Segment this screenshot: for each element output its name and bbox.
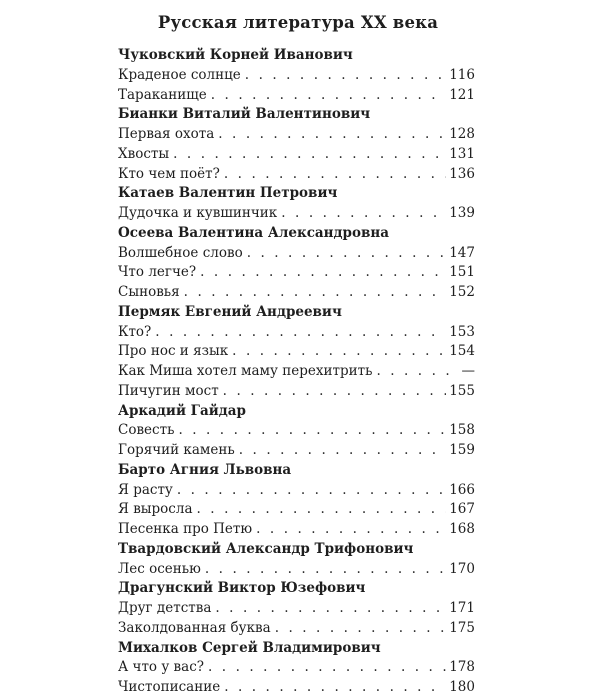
page-title: Русская литература XX века	[157, 13, 439, 32]
dot-leader	[224, 165, 446, 185]
entry-title: Сыновья	[118, 284, 180, 300]
entry-page-number: 158	[449, 422, 475, 439]
author-heading: Катаев Валентин Петрович	[118, 185, 338, 202]
dot-leader	[200, 263, 446, 283]
toc-entry[interactable]	[118, 263, 475, 283]
dot-leader	[178, 421, 446, 441]
entry-page-number: 152	[449, 284, 475, 300]
entry-page-number: 153	[449, 323, 475, 340]
entry-title: Как Миша хотел маму перехитрить	[118, 363, 373, 379]
toc-entry[interactable]	[118, 599, 475, 619]
entry-title: Волшебное слово	[118, 244, 243, 261]
document-page	[118, 0, 478, 695]
entry-title: Кто?	[118, 323, 152, 340]
dot-leader	[205, 560, 446, 580]
entry-title: Первая охота	[118, 126, 215, 142]
dot-leader	[223, 382, 447, 402]
entry-page-number: 159	[449, 442, 475, 458]
entry-title: А что у вас?	[118, 659, 205, 676]
dot-leader	[247, 244, 447, 264]
entry-page-number: 139	[449, 205, 475, 221]
entry-title: Кто чем поёт?	[118, 165, 220, 182]
entry-page-number: 136	[449, 165, 475, 182]
entry-page-number: 147	[449, 244, 475, 261]
entry-page-number: 178	[449, 659, 475, 676]
toc-entry[interactable]	[118, 382, 475, 402]
entry-title: Что легче?	[118, 264, 197, 281]
toc-entry[interactable]	[118, 66, 475, 86]
author-heading: Михалков Сергей Владимирович	[118, 639, 381, 656]
toc-entry[interactable]	[118, 165, 475, 185]
toc-entry[interactable]	[118, 323, 475, 343]
entry-page-number: 175	[449, 619, 475, 636]
toc-entry[interactable]	[118, 145, 475, 165]
entry-title: Заколдованная буква	[118, 619, 271, 636]
dot-leader	[215, 599, 446, 619]
toc-entry[interactable]	[118, 342, 475, 362]
entry-title: Я расту	[118, 481, 173, 498]
entry-title: Дудочка и кувшинчик	[118, 205, 278, 221]
entry-page-number: 116	[449, 66, 475, 83]
entry-title: Горячий камень	[118, 442, 235, 458]
toc-entry[interactable]	[118, 619, 475, 639]
toc-entry[interactable]	[118, 204, 475, 224]
author-heading: Барто Агния Львовна	[118, 461, 292, 478]
toc-entry[interactable]	[118, 481, 475, 501]
toc-entry[interactable]	[118, 86, 475, 106]
author-heading: Аркадий Гайдар	[118, 402, 246, 419]
entry-page-number: 170	[449, 560, 475, 577]
entry-title: Я выросла	[118, 501, 193, 518]
dot-leader	[173, 145, 446, 165]
dot-leader	[211, 86, 446, 106]
entry-page-number: 167	[449, 501, 475, 518]
dot-leader	[177, 481, 446, 501]
entry-page-number: 121	[449, 86, 475, 103]
entry-title: Песенка про Петю	[118, 521, 253, 537]
dot-leader	[376, 362, 450, 382]
toc-entry[interactable]	[118, 560, 475, 580]
author-heading: Твардовский Александр Трифонович	[118, 540, 414, 557]
toc-entry[interactable]	[118, 441, 475, 461]
author-heading: Пермяк Евгений Андреевич	[118, 303, 342, 320]
dot-leader	[245, 66, 446, 86]
toc-entry[interactable]	[118, 125, 475, 145]
entry-title: Совесть	[118, 422, 175, 439]
toc-entry[interactable]	[118, 678, 475, 698]
dot-leader	[224, 678, 446, 698]
toc-entry[interactable]	[118, 500, 475, 520]
dot-leader	[239, 441, 446, 461]
entry-page-number: 180	[449, 679, 475, 695]
entry-title: Чистописание	[118, 679, 221, 695]
entry-title: Пичугин мост	[118, 382, 219, 399]
author-heading: Бианки Виталий Валентинович	[118, 106, 371, 123]
dot-leader	[208, 658, 446, 678]
toc-entry[interactable]	[118, 244, 475, 264]
entry-page-number: 155	[449, 382, 475, 399]
entry-title: Тараканище	[118, 86, 207, 103]
entry-page-number: 131	[449, 145, 475, 162]
entry-title: Хвосты	[118, 145, 170, 162]
entry-title: Друг детства	[118, 600, 212, 616]
dot-leader	[184, 283, 447, 303]
entry-title: Лес осенью	[118, 560, 201, 577]
entry-title: Краденое солнце	[118, 66, 241, 83]
entry-page-number: 168	[449, 521, 475, 537]
dot-leader	[218, 125, 446, 145]
dot-leader	[256, 520, 446, 540]
entry-page-number: 151	[449, 264, 475, 281]
entry-page-number: 166	[449, 481, 475, 498]
entry-page-number: 171	[449, 600, 475, 616]
dot-leader	[281, 204, 446, 224]
dot-leader	[275, 619, 447, 639]
toc-entry[interactable]	[118, 362, 475, 382]
toc-entry[interactable]	[118, 520, 475, 540]
entry-page-number: 154	[449, 343, 475, 360]
entry-page-number: 128	[449, 126, 475, 142]
author-heading: Осеева Валентина Александровна	[118, 224, 389, 241]
toc-entry[interactable]	[118, 283, 475, 303]
dot-leader	[232, 342, 446, 362]
entry-page-number: —	[461, 363, 475, 379]
dot-leader	[197, 500, 447, 520]
toc-entry[interactable]	[118, 421, 475, 441]
entry-title: Про нос и язык	[118, 343, 229, 360]
dot-leader	[155, 323, 446, 343]
author-heading: Чуковский Корней Иванович	[118, 47, 353, 63]
toc-entry[interactable]	[118, 658, 475, 678]
author-heading: Драгунский Виктор Юзефович	[118, 580, 366, 597]
